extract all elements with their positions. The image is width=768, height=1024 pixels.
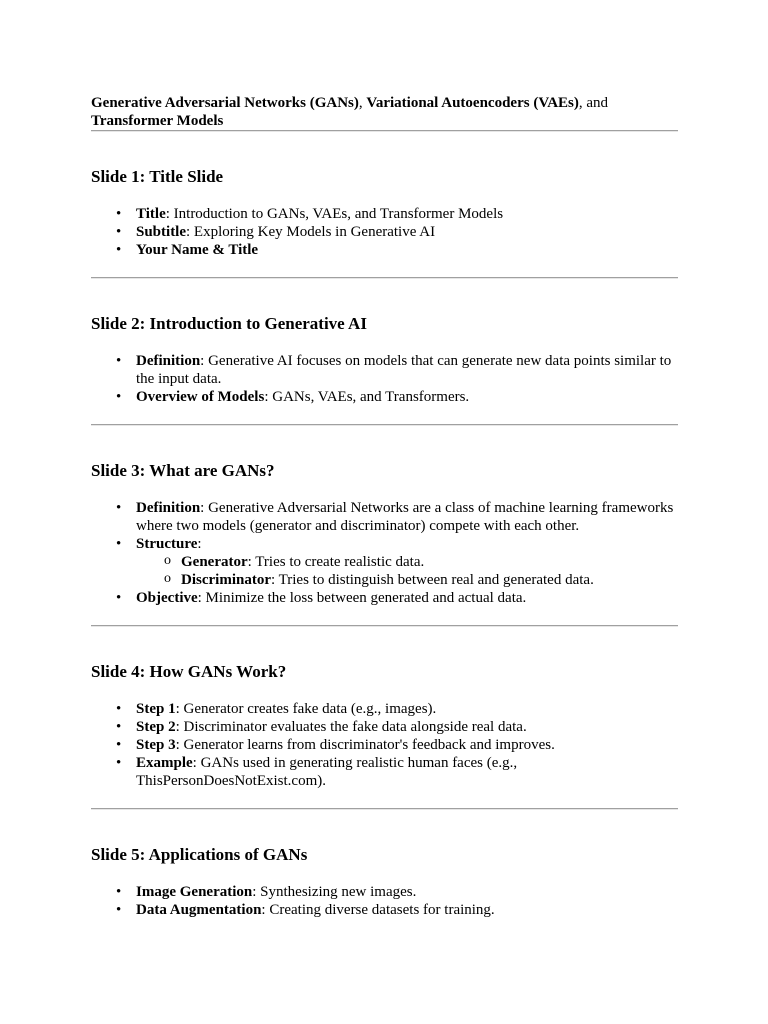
- slide-heading: Slide 1: Title Slide: [91, 167, 224, 186]
- slide-4-section: [91, 662, 681, 810]
- slide-5-section: [91, 845, 681, 919]
- bullet-list: [91, 205, 681, 259]
- bullet-list: [91, 883, 681, 919]
- title-part-transformers: Transformer Models: [91, 113, 224, 129]
- item-label: Structure: [136, 536, 198, 552]
- item-label: Discriminator: [181, 572, 271, 588]
- sub-list: [136, 553, 681, 589]
- item-label: Step 2: [136, 719, 176, 735]
- item-label: Step 3: [136, 737, 176, 753]
- title-separator: ,: [358, 95, 367, 111]
- list-item: [136, 736, 681, 754]
- item-text: : GANs used in generating realistic human faces (e.g., ThisPersonDoesNotExist.com).: [136, 755, 518, 789]
- item-text: : Generative AI focuses on models that can generate new data points similar to the input data.: [136, 353, 672, 387]
- list-item: [136, 352, 681, 388]
- list-item: [136, 718, 681, 736]
- horizontal-rule: [91, 277, 678, 279]
- item-label: Overview of Models: [136, 389, 265, 405]
- slide-heading: Slide 2: Introduction to Generative AI: [91, 314, 367, 333]
- item-label: Image Generation: [136, 884, 253, 900]
- horizontal-rule: [91, 130, 678, 132]
- item-text: : Discriminator evaluates the fake data alongside real data.: [175, 719, 527, 735]
- slide-heading: Slide 4: How GANs Work?: [91, 662, 287, 681]
- list-item: [136, 499, 681, 535]
- horizontal-rule: [91, 625, 678, 627]
- list-item: [136, 223, 681, 241]
- title-part-gans: Generative Adversarial Networks (GANs): [91, 95, 359, 111]
- item-label: Generator: [181, 554, 248, 570]
- list-item: [136, 535, 681, 589]
- bullet-list: [91, 499, 681, 607]
- bullet-list: [91, 700, 681, 790]
- document-title: [91, 94, 681, 130]
- list-item: [136, 700, 681, 718]
- item-label: Definition: [136, 500, 201, 516]
- horizontal-rule: [91, 808, 678, 810]
- item-label: Definition: [136, 353, 201, 369]
- item-text: : Tries to distinguish between real and generated data.: [270, 572, 594, 588]
- list-item: [136, 388, 681, 406]
- slide-2-section: [91, 314, 681, 426]
- item-text: :: [197, 536, 202, 552]
- item-text: : Tries to create realistic data.: [247, 554, 425, 570]
- list-item: [136, 589, 681, 607]
- slide-heading: Slide 5: Applications of GANs: [91, 845, 308, 864]
- item-text: : Generator creates fake data (e.g., images).: [175, 701, 437, 717]
- item-text: : Creating diverse datasets for training.: [261, 902, 495, 918]
- item-label: Your Name & Title: [136, 242, 259, 258]
- list-item: [136, 883, 681, 901]
- list-item: [136, 205, 681, 223]
- item-label: Title: [136, 206, 166, 222]
- title-separator: , and: [578, 95, 609, 111]
- list-item: [136, 241, 681, 259]
- item-label: Example: [136, 755, 193, 771]
- bullet-list: [91, 352, 681, 406]
- item-text: : Generative Adversarial Networks are a class of machine learning frameworks where two models (generator and discriminator) compete with each other.: [136, 500, 674, 534]
- item-text: : Minimize the loss between generated and actual data.: [197, 590, 527, 606]
- list-item: [136, 901, 681, 919]
- slide-1-section: [91, 167, 681, 279]
- sub-list-item: [181, 571, 681, 589]
- slide-heading: Slide 3: What are GANs?: [91, 461, 275, 480]
- document-body: [91, 94, 681, 919]
- title-part-vaes: Variational Autoencoders (VAEs): [366, 95, 579, 111]
- item-text: : Exploring Key Models in Generative AI: [186, 224, 436, 240]
- item-text: : Introduction to GANs, VAEs, and Transformer Models: [165, 206, 504, 222]
- item-text: : GANs, VAEs, and Transformers.: [264, 389, 470, 405]
- list-item: [136, 754, 681, 790]
- item-label: Subtitle: [136, 224, 187, 240]
- sub-list-item: [181, 553, 681, 571]
- horizontal-rule: [91, 424, 678, 426]
- item-label: Step 1: [136, 701, 176, 717]
- slide-3-section: [91, 461, 681, 627]
- item-label: Objective: [136, 590, 198, 606]
- item-text: : Synthesizing new images.: [252, 884, 417, 900]
- item-text: : Generator learns from discriminator's feedback and improves.: [175, 737, 555, 753]
- item-label: Data Augmentation: [136, 902, 262, 918]
